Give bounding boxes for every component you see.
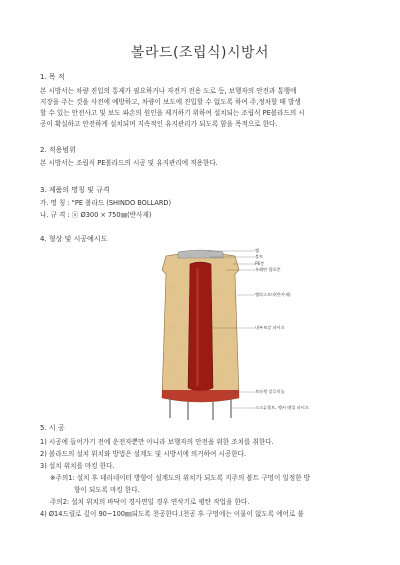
section-1-heading: 1. 목 적 (40, 73, 65, 81)
section-4-heading: 4. 형상 및 시공예시도 (40, 235, 108, 243)
callout-urethane-foam: 우레탄 발포층 (255, 267, 281, 272)
section-5-note-2: 주의2: 설치 위치의 바닥이 경사면일 경우 연삭기로 평탄 작업을 한다. (50, 498, 250, 506)
page-title: 볼라드(조립식)시방서 (130, 45, 270, 61)
callout-bolt: 볼트 (255, 254, 264, 259)
bollard-cross-section-diagram (138, 248, 263, 423)
section-3-line-2: 나. 규 격 : ⓐ Ø300 × 750㎜(반사재) (40, 211, 152, 219)
section-5-note-1-cont: 향이 되도록 마킹 한다. (74, 486, 140, 494)
callout-cap: 캡 (255, 248, 260, 253)
callout-bracket: 브라켓 알루미늄 (255, 389, 285, 394)
inner-reinforcement-pipe (188, 262, 213, 391)
section-5-line-3: 3) 설치 위치를 마킹 한다. (40, 462, 115, 470)
section-2-line-1: 본 시방서는 조립식 PE볼라드의 시공 및 유지관리에 적용한다. (40, 159, 218, 167)
callout-pe-layer: PE층 (255, 261, 265, 266)
section-2-heading: 2. 적용범위 (40, 146, 76, 154)
section-5-note-1: ※주의1: 설치 후 데리네이터 방향이 설계도의 위치가 되도록 지주의 볼트 구멍이 일정한 방 (50, 474, 311, 482)
callout-inner-pipe: 내부보강 파이프 (255, 325, 285, 330)
section-3-heading: 3. 제품의 명칭 및 규격 (40, 186, 110, 194)
callout-elastomer: 엘라스토머(반사재) (255, 292, 291, 297)
top-cap (178, 250, 223, 258)
section-3-line-1: 가. 명 칭 : "PE 볼라드 (SHINDO BOLLARD) (40, 199, 172, 207)
section-1-line-2: 지장을 주는 것을 사전에 예방하고, 차량이 보도에 진입할 수 없도록 하여 주,정차할 때 발생 (40, 98, 301, 106)
callout-screw-anchor: 스크류볼트, 앵커 매입 파이프 (255, 405, 309, 410)
core-highlight (196, 268, 199, 386)
section-5-line-1: 1) 시공에 들어가기 전에 운전자뿐만 아니라 보행자의 안전을 위한 조치를 취한다. (40, 438, 274, 446)
section-1-line-3: 할 수 있는 안전사고 및 보도 파손의 원인을 제거하기 위하여 설치되는 조립식 PE볼라드의 시 (40, 109, 305, 117)
section-1-line-1: 본 시방서는 차량 진입의 통제가 필요하거나 자전거 전용 도로 등, 보행자의 안전과 통행에 (40, 87, 297, 95)
section-5-heading: 5. 시 공 (40, 424, 65, 432)
section-1-line-4: 공이 확실하고 안전하게 설치되며 지속적인 유지관리가 되도록 함을 목적으로 한다. (40, 120, 278, 128)
section-5-line-4: 4) Ø14드릴로 깊이 90~100㎜되도록 천공한다.(천공 후 구멍에는 이물이 없도록 에어로 불 (40, 510, 304, 518)
section-5-line-2: 2) 볼라드의 설치 위치와 방법은 설계도 및 시방서에 의거하여 시공한다. (40, 450, 247, 458)
